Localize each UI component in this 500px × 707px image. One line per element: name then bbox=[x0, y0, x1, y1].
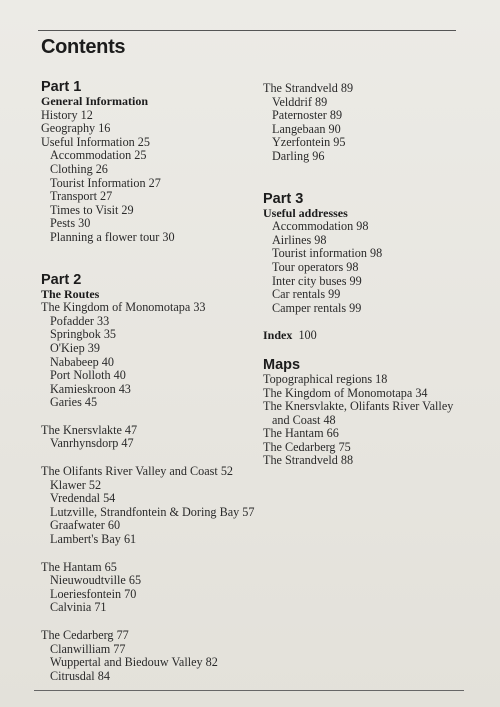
part2-subheading: The Routes bbox=[41, 286, 100, 301]
address-entry: Accommodation 98 bbox=[272, 219, 369, 234]
part3-heading: Part 3 bbox=[263, 190, 304, 207]
part1-heading: Part 1 bbox=[41, 79, 82, 95]
part3-list bbox=[263, 220, 488, 315]
route-item: Clanwilliam 77 bbox=[50, 641, 126, 656]
part1-list bbox=[41, 109, 261, 245]
strandveld-list bbox=[263, 96, 488, 164]
toc-entry: History 12 bbox=[41, 107, 93, 122]
index-label: Index bbox=[263, 328, 293, 343]
map-entry: The Kingdom of Monomotapa 34 bbox=[263, 385, 428, 400]
index-entry bbox=[263, 329, 488, 343]
toc-entry: Accommodation 25 bbox=[50, 148, 147, 163]
route-title: The Cedarberg 77 bbox=[41, 628, 129, 642]
address-entry: Airlines 98 bbox=[272, 232, 327, 247]
toc-entry: Useful Information 25 bbox=[41, 134, 150, 149]
part3-subheading: Useful addresses bbox=[263, 205, 348, 220]
address-entry: Inter city buses 99 bbox=[272, 273, 362, 288]
route-item: Vanrhynsdorp 47 bbox=[50, 436, 134, 451]
route-item: Loeriesfontein 70 bbox=[50, 586, 137, 601]
part2-heading: Part 2 bbox=[41, 271, 82, 288]
route-title: The Knersvlakte 47 bbox=[41, 422, 138, 437]
route-item: Pofadder 33 bbox=[50, 313, 110, 328]
map-entry: The Cedarberg 75 bbox=[263, 439, 351, 454]
left-column bbox=[41, 79, 261, 683]
toc-entry: Times to Visit 29 bbox=[50, 202, 134, 217]
index-page: 100 bbox=[298, 328, 317, 343]
address-entry: Camper rentals 99 bbox=[272, 300, 362, 315]
route-item: Calvinia 71 bbox=[50, 600, 107, 615]
part1-subheading: General Information bbox=[41, 94, 148, 108]
map-entry: and Coast 48 bbox=[272, 412, 336, 427]
toc-entry: Pests 30 bbox=[50, 216, 91, 231]
route-item: Graafwater 60 bbox=[50, 518, 121, 533]
toc-entry: Clothing 26 bbox=[50, 161, 108, 176]
route-item: Kamieskroon 43 bbox=[50, 381, 131, 396]
map-entry: The Hantam 66 bbox=[263, 426, 339, 441]
map-entry: The Strandveld 88 bbox=[263, 453, 354, 468]
toc-entry: Geography 16 bbox=[41, 121, 111, 136]
route-item: Citrusdal 84 bbox=[50, 668, 110, 683]
address-entry: Car rentals 99 bbox=[272, 287, 341, 302]
maps-heading: Maps bbox=[263, 356, 301, 373]
map-entry: The Knersvlakte, Olifants River Valley bbox=[263, 399, 454, 414]
right-column bbox=[263, 82, 488, 468]
top-rule bbox=[38, 30, 456, 31]
route-item: Wuppertal and Biedouw Valley 82 bbox=[50, 655, 218, 670]
toc-entry: Planning a flower tour 30 bbox=[50, 229, 175, 244]
route-item: Lutzville, Strandfontein & Doring Bay 57 bbox=[50, 504, 255, 519]
part2-groups bbox=[41, 301, 261, 683]
route-item: Nababeep 40 bbox=[50, 354, 114, 369]
strandveld-title: The Strandveld 89 bbox=[263, 81, 354, 95]
route-item: Nieuwoudtville 65 bbox=[50, 573, 142, 588]
route-item: Darling 96 bbox=[272, 148, 325, 163]
toc-entry: Tourist Information 27 bbox=[50, 175, 161, 190]
route-title: The Kingdom of Monomotapa 33 bbox=[41, 300, 206, 315]
bottom-rule bbox=[34, 690, 464, 691]
route-item: Vredendal 54 bbox=[50, 491, 116, 506]
map-entry: Topographical regions 18 bbox=[263, 371, 388, 386]
route-item: Velddrif 89 bbox=[272, 94, 328, 109]
route-item: Klawer 52 bbox=[50, 477, 102, 492]
route-item: Garies 45 bbox=[50, 395, 98, 410]
page-title: Contents bbox=[41, 36, 126, 58]
route-title: The Hantam 65 bbox=[41, 559, 117, 574]
address-entry: Tour operators 98 bbox=[272, 259, 359, 274]
maps-list bbox=[263, 373, 488, 468]
address-entry: Tourist information 98 bbox=[272, 246, 383, 261]
route-item: O'Kiep 39 bbox=[50, 340, 100, 355]
route-title: The Olifants River Valley and Coast 52 bbox=[41, 464, 234, 479]
route-item: Lambert's Bay 61 bbox=[50, 532, 137, 547]
route-item: Springbok 35 bbox=[50, 327, 117, 342]
route-item: Langebaan 90 bbox=[272, 121, 341, 136]
route-item: Paternoster 89 bbox=[272, 108, 343, 123]
toc-entry: Transport 27 bbox=[50, 189, 113, 204]
route-item: Port Nolloth 40 bbox=[50, 368, 126, 383]
route-item: Yzerfontein 95 bbox=[272, 135, 346, 150]
